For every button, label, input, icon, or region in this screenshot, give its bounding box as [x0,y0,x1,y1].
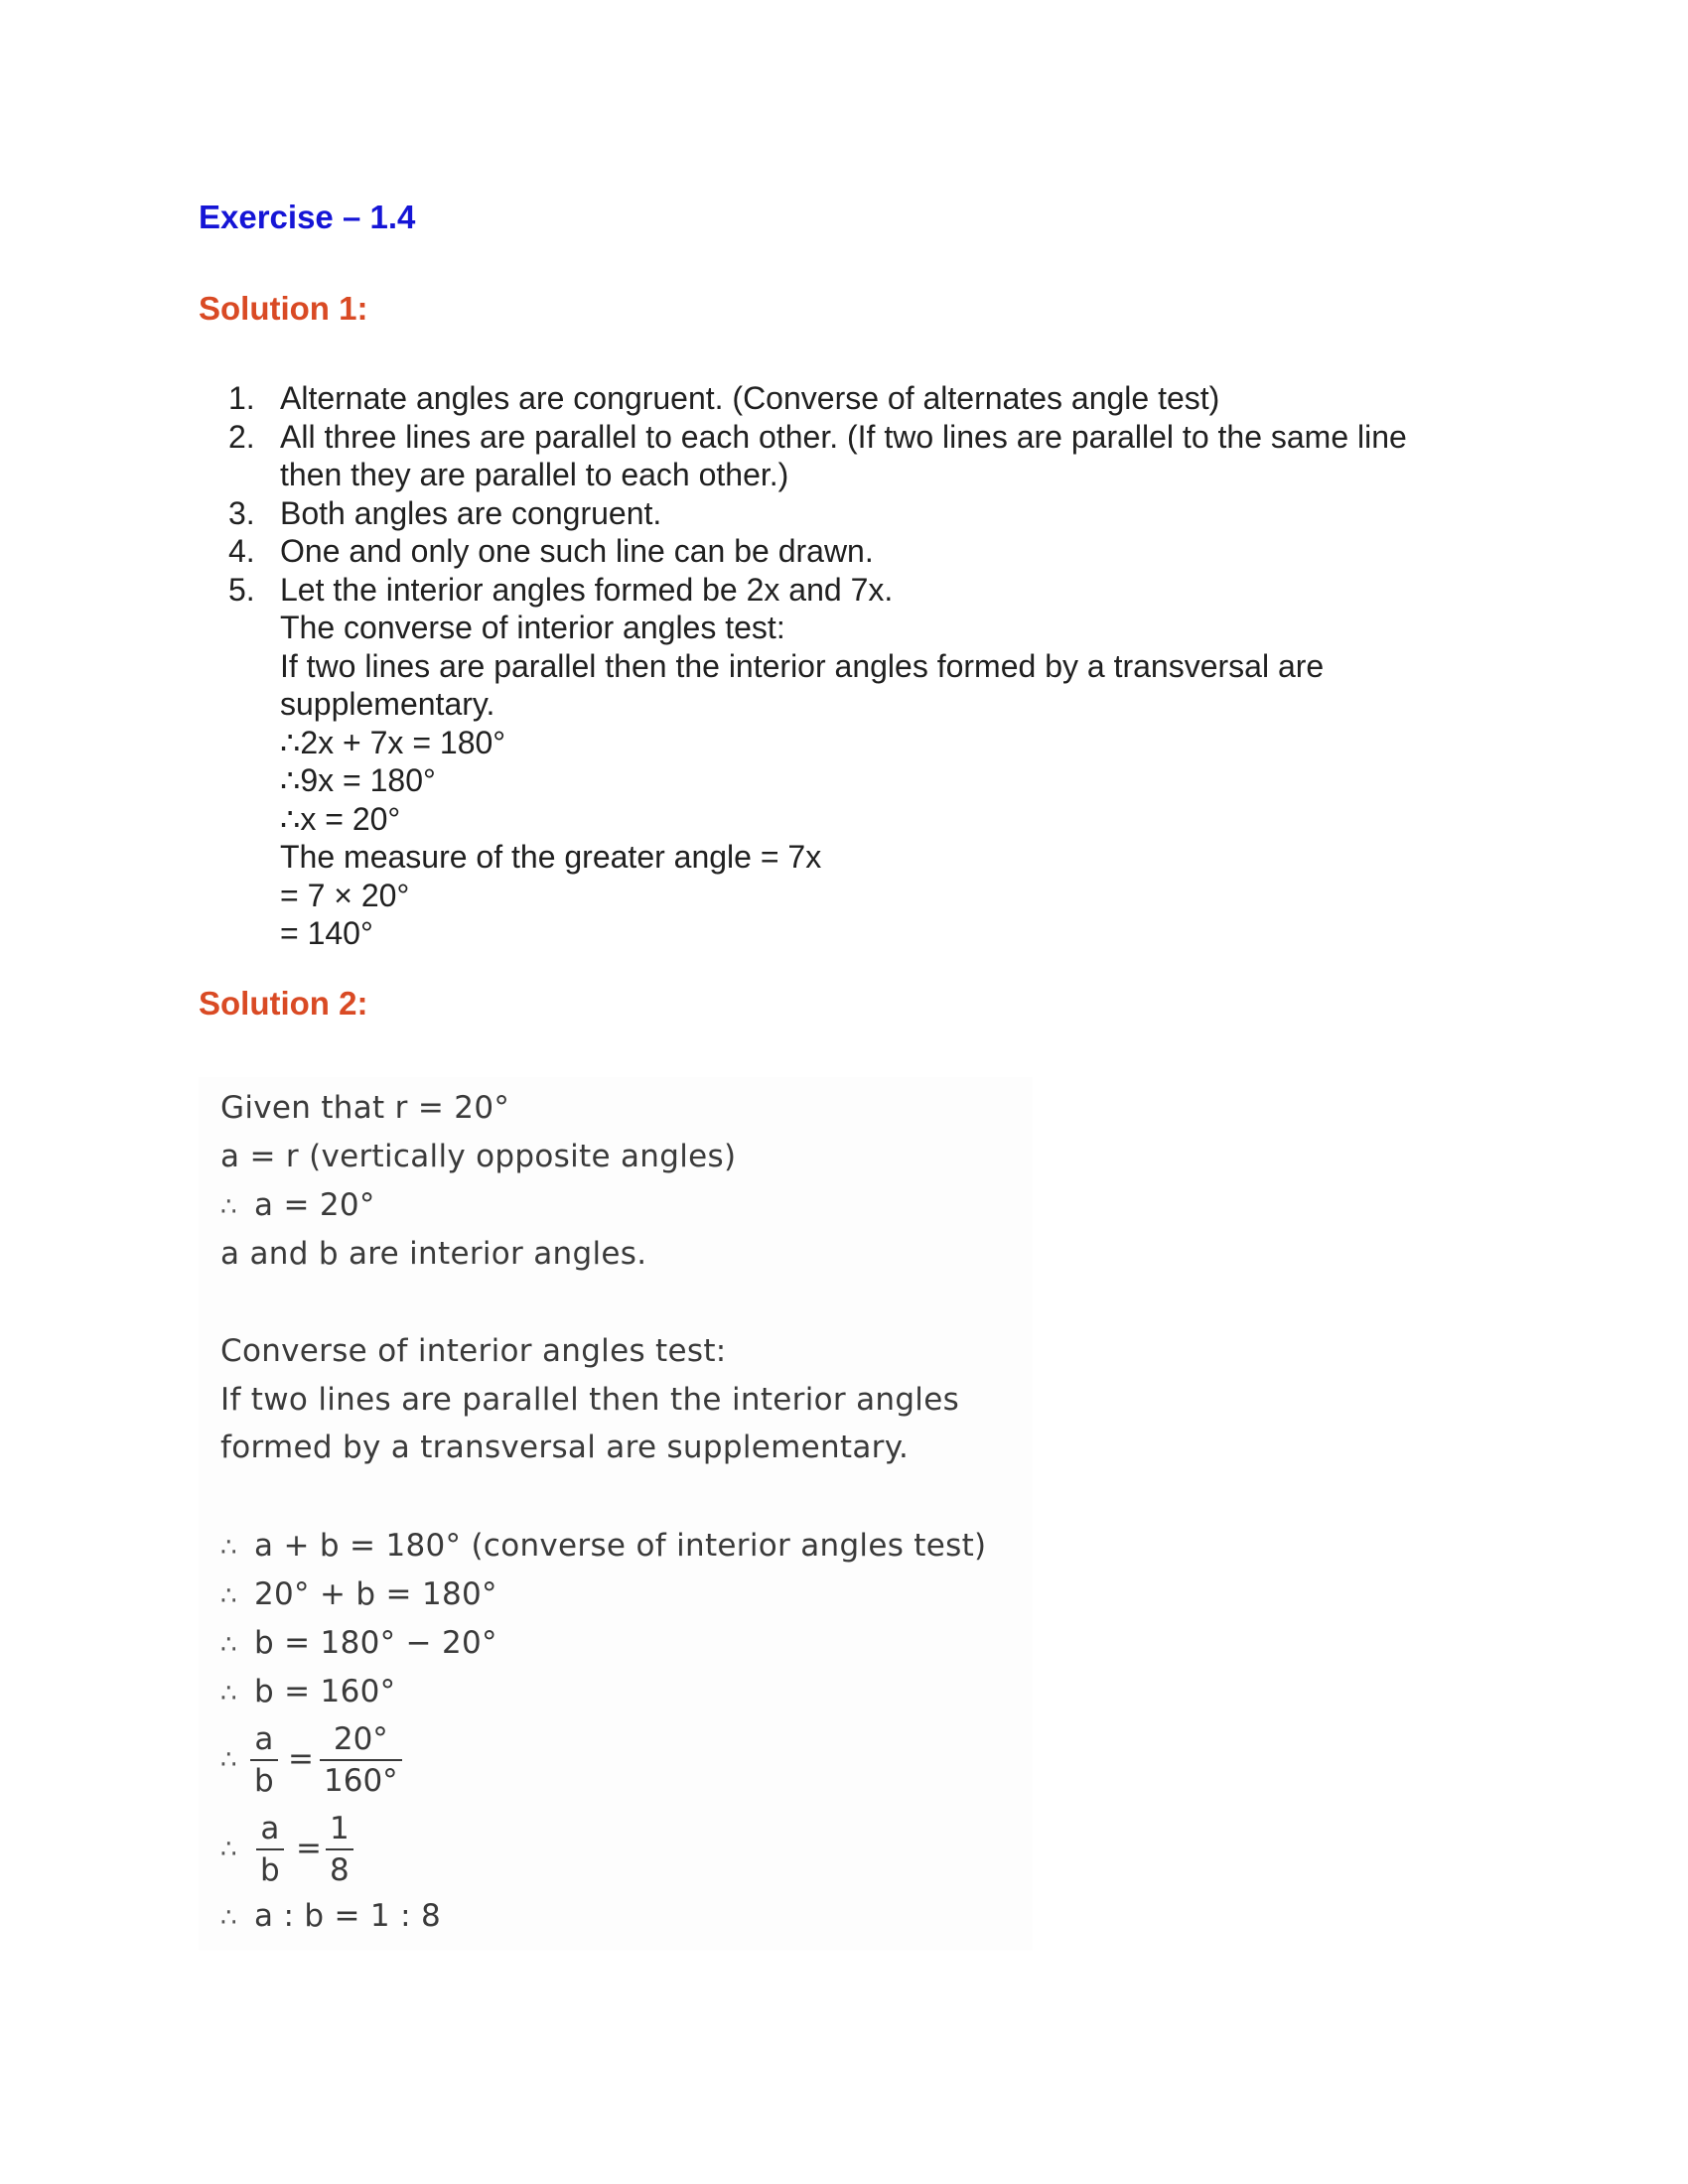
fraction-left: a b [256,1809,284,1890]
fraction-left: a b [250,1719,278,1801]
list-text: supplementary. [280,686,495,722]
list-text: One and only one such line can be drawn. [280,533,874,569]
step-2: ∴ 20° + b = 180° [220,1576,497,1612]
step-1: ∴ a + b = 180° (converse of interior angles test) [220,1528,987,1564]
list-text: then they are parallel to each other.) [280,457,789,492]
step-3: ∴ b = 180° − 20° [220,1625,497,1661]
solution-1-list [224,379,1495,953]
vertical-angles-line: a = r (vertically opposite angles) [220,1139,737,1174]
list-item [224,379,1495,418]
list-text: The converse of interior angles test: [280,610,785,645]
ratio-line: ∴ a : b = 1 : 8 [220,1898,442,1934]
list-item [224,418,1495,494]
list-text: The measure of the greater angle = 7x [280,839,822,875]
list-text: Alternate angles are congruent. (Converse of alternates angle test) [280,380,1220,416]
list-text: Let the interior angles formed be 2x and 7x. [280,571,894,608]
list-number: 5. [228,571,255,608]
equation-line: ∴x = 20° [280,800,401,837]
converse-title: Converse of interior angles test: [220,1333,727,1369]
list-text: Both angles are congruent. [280,494,662,531]
list-item [224,494,1495,533]
list-number: 3. [228,494,255,531]
list-number: 1. [228,380,255,416]
list-number: 4. [228,533,255,569]
converse-line-2: formed by a transversal are supplementary. [220,1430,910,1465]
fraction-right: 20° 160° [320,1719,402,1801]
therefore-symbol: ∴ [220,1192,237,1222]
list-text: All three lines are parallel to each other. (If two lines are parallel to the same line [280,418,1407,455]
list-item [224,571,1495,953]
given-line: Given that r = 20° [220,1090,510,1126]
step-4: ∴ b = 160° [220,1674,396,1709]
converse-line-1: If two lines are parallel then the interior angles [220,1382,960,1418]
list-text: If two lines are parallel then the interior angles formed by a transversal are [280,647,1325,684]
equation-line: ∴9x = 180° [280,762,436,798]
a-equals-line: ∴ a = 20° [220,1187,375,1223]
solution-2-heading: Solution 2: [199,985,368,1022]
interior-angles-line: a and b are interior angles. [220,1236,647,1272]
solution-1-heading: Solution 1: [199,290,368,327]
exercise-title: Exercise – 1.4 [199,199,416,235]
list-item [224,532,1495,571]
list-number: 2. [228,418,255,455]
equation-line: = 140° [280,915,373,951]
fraction-right: 1 8 [326,1809,353,1890]
equation-line: ∴2x + 7x = 180° [280,724,506,760]
document-page: Exercise – 1.4 Solution 1: 1. Alternate angles are congruent. (Converse of alternates angle test) 2. All three lines are parallel to each other. (If two lines are parallel to the same line then they are parallel to each other.) 3. Both angles are congruent. 4. One and only one such line can be drawn. 5. Let the interior angles formed be 2x and 7x. The converse of interior angles test: If two lines are parallel then the interior angles formed by a transversal are supplementary. ∴2x + 7x = 180° ∴9x = 180° ∴x = 20° The measure of the greater angle = 7x = 7 × 20° = 140° Solution 2: Given that r = 20° a = r (vertically opposite angles) ∴ a = 20° a and b are interior angles. Converse of interior angles test: If two lines are parallel then the interior angles formed by a transversal are supplementary. ∴ a + b = 180° (converse of interior angles test) ∴ 20° + b = 180° ∴ b = 180° − 20° ∴ b = 160° ∴ a b = 20° 160° ∴ a b = 1 8 ∴ a : b = 1 : 8 [0,0,1688,2184]
equation-line: = 7 × 20° [280,877,410,913]
